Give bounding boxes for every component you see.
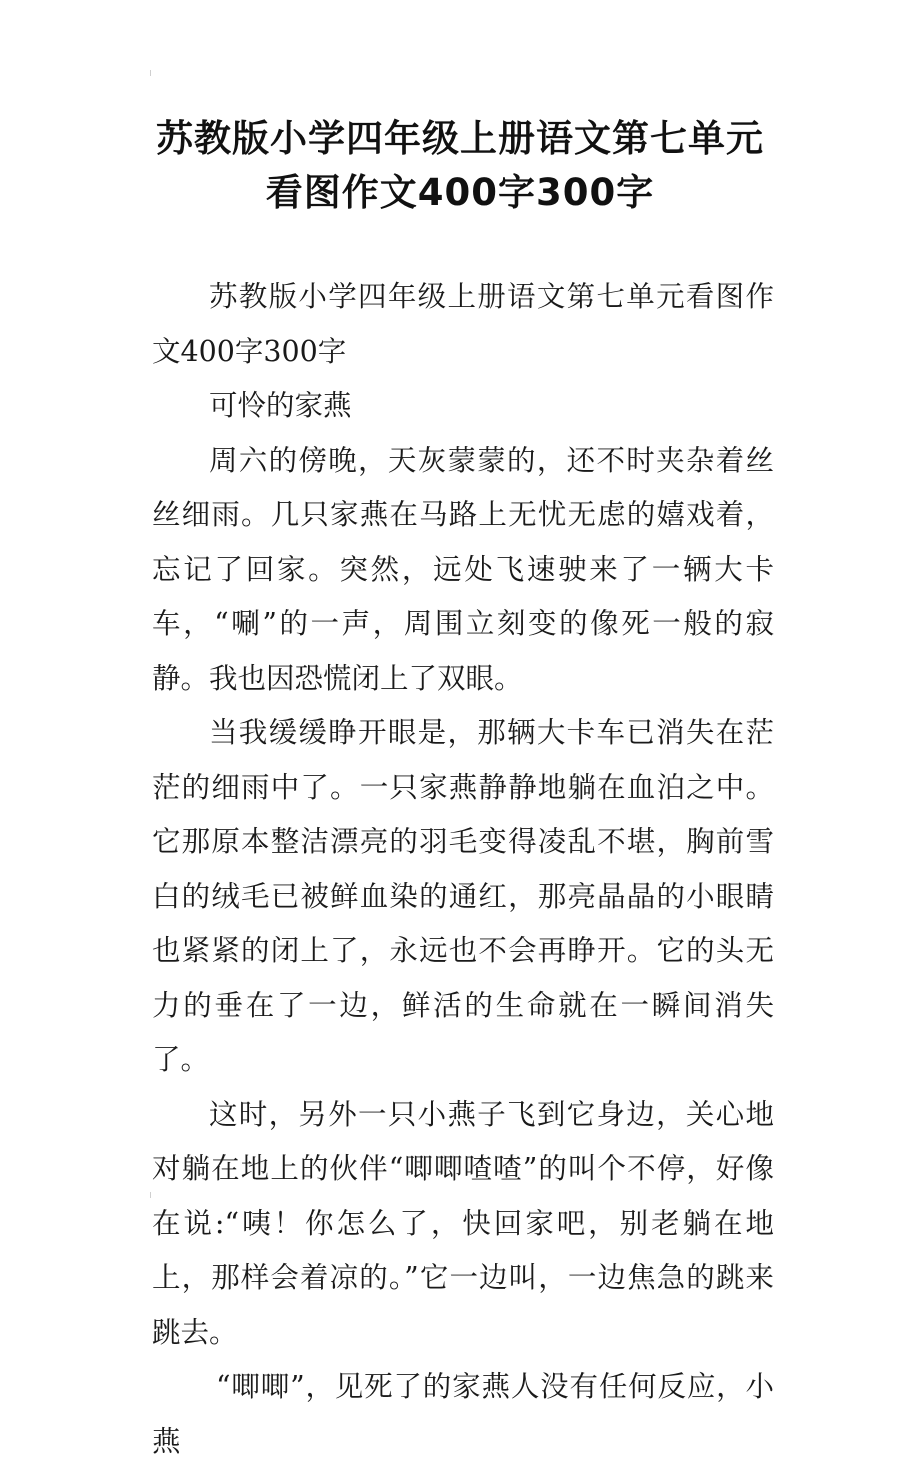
corner-crop-mark bbox=[150, 70, 155, 76]
paragraph: “唧唧”，见死了的家燕人没有任何反应，小燕 bbox=[152, 1370, 774, 1458]
paragraph-heading-repeat: 苏教版小学四年级上册语文第七单元看图作文400字300字 bbox=[152, 280, 774, 368]
paragraph: 这时，另外一只小燕子飞到它身边，关心地对躺在地上的伙伴“唧唧喳喳”的叫个不停，好像在说:“咦！你怎么了，快回家吧，别老躺在地上，那样会着凉的。”它一边叫，一边焦急的跳来跳去。 bbox=[152, 1097, 774, 1349]
document-title bbox=[0, 112, 920, 220]
paragraph: 周六的傍晚，天灰蒙蒙的，还不时夹杂着丝丝细雨。几只家燕在马路上无忧无虑的嬉戏着，忘记了回家。突然，远处飞速驶来了一辆大卡车，“唰”的一声，周围立刻变的像死一般的寂静。我也因恐慌闭上了双眼。 bbox=[152, 443, 774, 695]
title-line-1: 苏教版小学四年级上册语文第七单元 bbox=[156, 117, 764, 160]
paragraph: 当我缓缓睁开眼是，那辆大卡车已消失在茫茫的细雨中了。一只家燕静静地躺在血泊之中。它那原本整洁漂亮的羽毛变得凌乱不堪，胸前雪白的绒毛已被鲜血染的通红，那亮晶晶的小眼睛也紧紧的闭上了，永远也不会再睁开。它的头无力的垂在了一边，鲜活的生命就在一瞬间消失了。 bbox=[152, 716, 774, 1076]
title-line-2: 看图作文400字300字 bbox=[265, 171, 655, 214]
document-body bbox=[152, 270, 774, 1469]
paragraph-essay-title: 可怜的家燕 bbox=[209, 389, 352, 422]
